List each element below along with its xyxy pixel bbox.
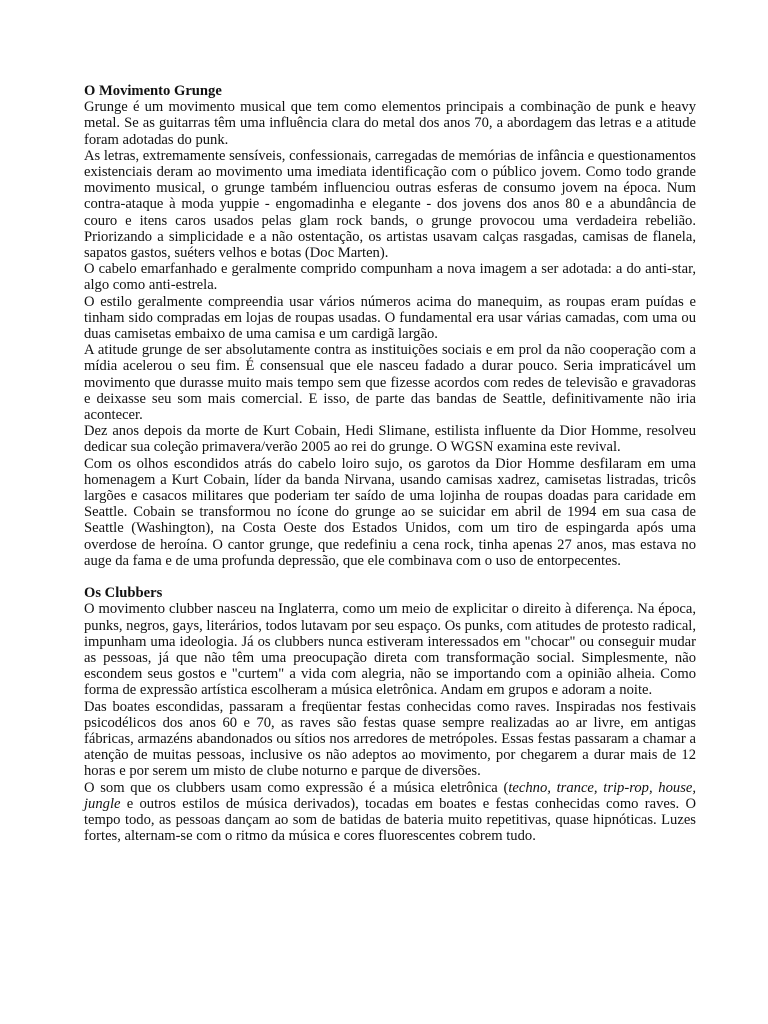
clubbers-paragraph-3-before: O som que os clubbers usam como expressão é a música eletrônica (: [84, 779, 509, 796]
clubbers-paragraph-3-after: e outros estilos de música derivados), tocadas em boates e festas conhecidas como raves. O tempo todo, as pessoas dançam ao som de batidas de bateria muito repetitivas, quase hipnóticas. Luzes fortes, alternam-se com o ritmo da música e cores fluorescentes cobrem tudo.: [84, 795, 696, 845]
grunge-paragraph-4: O estilo geralmente compreendia usar vários números acima do manequim, as roupas eram puídas e tinham sido compradas em lojas de roupas usadas. O fundamental era usar várias camadas, com uma ou duas camisetas embaixo de uma camisa e um cardigã largão.: [84, 293, 696, 343]
grunge-paragraph-7: Com os olhos escondidos atrás do cabelo loiro sujo, os garotos da Dior Homme desfilaram em uma homenagem a Kurt Cobain, líder da banda Nirvana, usando camisas xadrez, camisetas listradas, tricôs largões e casacos militares que poderiam ter saído de uma lojinha de roupas doadas para caridade em Seattle. Cobain se transformou no ícone do grunge ao se suicidar em abril de 1994 em sua casa de Seattle (Washington), na Costa Oeste dos Estados Unidos, com um tiro de espingarda após uma overdose de heroína. O cantor grunge, que redefiniu a cena rock, tinha apenas 27 anos, mas estava no auge da fama e de uma profunda depressão, que ele combinava com o uso de entorpecentes.: [84, 455, 696, 569]
clubbers-paragraph-2: Das boates escondidas, passaram a freqüentar festas conhecidas como raves. Inspiradas nos festivais psicodélicos dos anos 60 e 70, as raves são festas quase sempre realizadas ao ar livre, em antigas fábricas, armazéns abandonados ou sítios nos arredores de metrópoles. Essas festas passaram a chamar a atenção de muitas pessoas, inclusive os não adeptos ao movimento, por chegarem a durar mais de 12 horas e por serem um misto de clube noturno e parque de diversões.: [84, 698, 696, 780]
document-page: [84, 83, 696, 844]
clubbers-paragraph-3: [84, 780, 696, 845]
section-spacer: [84, 569, 696, 585]
grunge-paragraph-3: O cabelo emarfanhado e geralmente comprido compunham a nova imagem a ser adotada: a do anti-star, algo como anti-estrela.: [84, 261, 696, 294]
section-title-grunge: O Movimento Grunge: [84, 83, 222, 99]
grunge-paragraph-1: Grunge é um movimento musical que tem como elementos principais a combinação de punk e heavy metal. Se as guitarras têm uma influência clara do metal dos anos 70, a abordagem das letras e a atitude foram adotadas do punk.: [84, 99, 696, 148]
clubbers-paragraph-1: O movimento clubber nasceu na Inglaterra, como um meio de explicitar o direito à diferença. Na época, punks, negros, gays, literários, todos lutavam por seu espaço. Os punks, com atitudes de protesto radical, impunham uma ideologia. Já os clubbers nunca estiveram interessados em "chocar" ou conseguir mudar as pessoas, já que não têm uma preocupação direta com transformação social. Simplesmente, não escondem seus gostos e "curtem" a vida com alegria, não se importando com a opinião alheia. Como forma de expressão artística escolheram a música eletrônica. Andam em grupos e adoram a noite.: [84, 601, 696, 699]
music-styles-italic: techno, trance, trip-rop, house, jungle: [84, 779, 696, 812]
section-clubbers: [84, 585, 696, 844]
grunge-paragraph-6: Dez anos depois da morte de Kurt Cobain, Hedi Slimane, estilista influente da Dior Homme, resolveu dedicar sua coleção primavera/verão 2005 ao rei do grunge. O WGSN examina este revival.: [84, 423, 696, 456]
grunge-paragraph-2: As letras, extremamente sensíveis, confessionais, carregadas de memórias de infância e questionamentos existenciais deram ao movimento uma imediata identificação com o público jovem. Como todo grande movimento musical, o grunge também influenciou outras esferas de consumo jovem na época. Num contra-ataque à moda yuppie - engomadinha e elegante - dos jovens dos anos 80 e a abundância de couro e itens caros usados pelas glam rock bands, o grunge provocou uma verdadeira rebelião. Priorizando a simplicidade e a não ostentação, os artistas usavam calças rasgadas, camisas de flanela, sapatos gastos, suéters velhos e botas (Doc Marten).: [84, 147, 696, 262]
grunge-paragraph-5: A atitude grunge de ser absolutamente contra as instituições sociais e em prol da não cooperação com a mídia acelerou o seu fim. É consensual que ele nasceu fadado a durar pouco. Seria impraticável um movimento que durasse muito mais tempo sem que fizesse acordos com redes de televisão e gravadoras e deixasse seu som mais comercial. E isso, de parte das bandas de Seattle, definitivamente não iria acontecer.: [84, 342, 696, 424]
section-grunge: [84, 83, 696, 569]
section-title-clubbers: Os Clubbers: [84, 585, 163, 602]
